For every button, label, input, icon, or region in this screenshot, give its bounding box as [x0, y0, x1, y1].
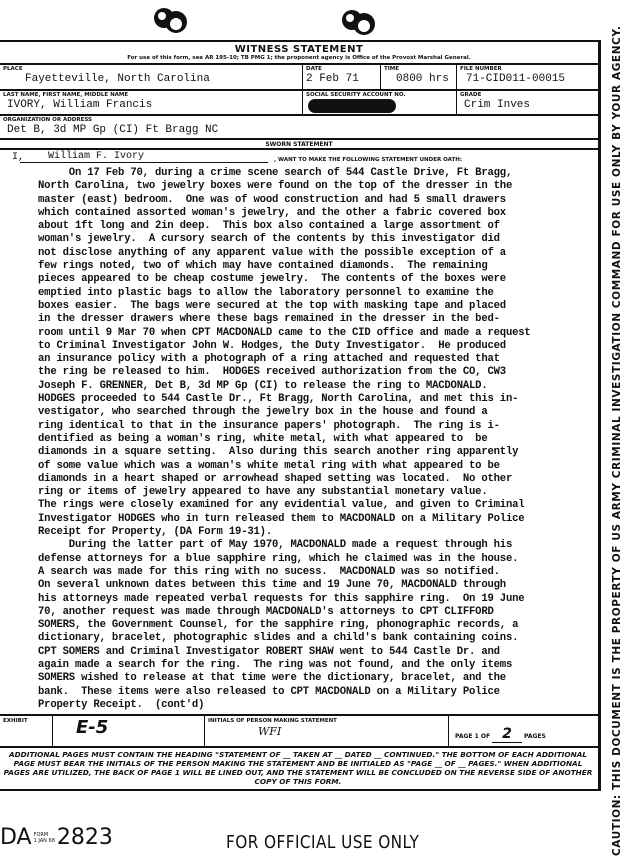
exhibit-label-cell: EXHIBIT — [3, 718, 28, 725]
statement-line: in the dresser drawers where these bags remained in the dresser in the bed- — [38, 313, 500, 326]
statement-line: few rings noted, two of which may have contained diamonds. The remaining — [38, 260, 488, 273]
organization-field: ORGANIZATION OR ADDRESS Det B, 3d MP Gp (CI) Ft Bragg NC — [3, 117, 219, 136]
statement-line: his attorneys made repeated verbal requests for this sapphire ring. On 19 June — [38, 592, 525, 605]
form-subtitle: For use of this form, see AR 195-10; TB PMG 1; the proponent agency is Office of the Provost Marshal General. — [127, 55, 471, 61]
page-total: 2 — [492, 726, 522, 743]
statement-line: SOMERS, the Government Counsel, for the sapphire ring, phonographic records, a — [38, 619, 519, 632]
statement-line: master (east) bedroom. One was of wood construction and had 5 small drawers — [38, 193, 506, 206]
oath-line: I, William F. Ivory , WANT TO MAKE THE FOLLOWING STATEMENT UNDER OATH: — [0, 148, 598, 163]
statement-line: The rings were closely examined for any evidential value, and given to Criminal — [38, 499, 525, 512]
statement-line: SOMERS wished to release at that time were the dictionary, bracelet, and the — [38, 672, 506, 685]
cid-stamp-left — [150, 2, 190, 40]
statement-line: HODGES proceeded to 544 Castle Dr., Ft Bragg, North Carolina, and met this in- — [38, 393, 519, 406]
statement-line: not disclose anything of any apparent value with the possible exception of a — [38, 246, 506, 259]
stamp-icon — [338, 4, 378, 42]
name-field: LAST NAME, FIRST NAME, MIDDLE NAME IVORY, William Francis — [3, 92, 153, 111]
form-number: DA FORM 1 JAN 68 2823 — [0, 825, 113, 850]
statement-line: ring or items of jewelry appeared to have any substantial monetary value. — [38, 486, 488, 499]
file-number-field: FILE NUMBER 71-CID011-00015 — [456, 65, 598, 89]
statement-line: the ring be released to him. HODGES received authorization from the CO, CW3 — [38, 366, 506, 379]
statement-line: On 17 Feb 70, during a crime scene search of 544 Castle Drive, Ft Bragg, — [38, 167, 513, 179]
statement-line: CPT SOMERS and Criminal Investigator ROBERT SHAW went to 544 Castle Dr. and — [38, 645, 500, 658]
statement-line: of some value which was a woman's white metal ring with what appeared to be — [38, 459, 500, 472]
grade-field: GRADE Crim Inves — [456, 91, 598, 114]
stamp-icon — [150, 2, 190, 40]
statement-line: boxes easier. The bags were secured at the top with masking tape and placed — [38, 299, 506, 312]
exhibit-value: E-5 — [76, 717, 109, 739]
statement-line: bank. These items were also released to CPT MACDONALD on a Military Police — [38, 685, 500, 698]
statement-line: diamonds in a square setting. Also during this search another ring apparently — [38, 446, 519, 459]
date-field: DATE 2 Feb 71 — [302, 65, 380, 89]
footer-row — [0, 714, 598, 746]
statement-line: 70, another request was made through MACDONALD's attorneys to CPT CLIFFORD — [38, 605, 494, 618]
statement-line: diamonds in a heart shaped or arrowhead shaped setting was located. No other — [38, 472, 513, 485]
oath-name: William F. Ivory — [20, 151, 268, 163]
witness-statement-form — [0, 40, 601, 791]
statement-line: defense attorneys for a blue sapphire ring, which he claimed was in the house. — [38, 552, 519, 565]
additional-pages-instructions: ADDITIONAL PAGES MUST CONTAIN THE HEADING "STATEMENT OF __ TAKEN AT __ DATED __ CONTINUED." THE BOTTOM OF EACH ADDITIONAL PAGE MUST BEAR THE INITIALS OF THE PERSON MAKING THE STATEMENT AND BE INITIALED AS "PAGE __ OF __ PAGES." WHEN ADDITIONAL PAGES ARE UTILIZED, THE BACK OF PAGE 1 WILL BE LINED OUT, AND THE STATEMENT WILL BE CONCLUDED ON THE REVERSE SIDE OF ANOTHER COPY OF THIS FORM. — [0, 746, 598, 791]
statement-line: an insurance policy with a photograph of a ring attached and requested that — [38, 353, 500, 366]
statement-line: During the latter part of May 1970, MACDONALD made a request through his — [38, 539, 513, 552]
statement-body — [0, 163, 598, 714]
statement-line: Investigator HODGES who in turn released them to MACDONALD on a Military Police — [38, 512, 525, 525]
exhibit-value-cell — [52, 716, 204, 746]
place-field: PLACE Fayetteville, North Carolina — [3, 66, 210, 85]
time-field: TIME 0800 hrs — [380, 65, 456, 89]
statement-line: woman's jewelry. A cursory search of the contents by this investigator did — [38, 233, 500, 246]
statement-line: dictionary, bracelet, photographic slides and a child's bank containing coins. — [38, 632, 519, 645]
statement-line: dentified as being a woman's ring, white metal, with what appeared to be — [38, 432, 488, 445]
statement-line: Joseph F. GRENNER, Det B, 3d MP Gp (CI) to release the ring to MACDONALD. — [38, 379, 488, 392]
initials-cell: INITIALS OF PERSON MAKING STATEMENT WFI — [204, 716, 448, 746]
statement-line: A search was made for this ring with no sucess. MACDONALD was so notified. — [38, 565, 500, 578]
statement-line: pieces appeared to be cheap costume jewelry. The contents of the boxes were — [38, 273, 506, 286]
statement-line: On several unknown dates between this time and 19 June 70, MACDONALD through — [38, 579, 506, 592]
statement-line: again made a search for the ring. The ring was not found, and the only items — [38, 658, 513, 671]
page-count-cell: PAGE 1 OF 2 PAGES — [448, 716, 598, 746]
statement-line: Property Receipt. (cont'd) — [38, 698, 205, 711]
ssn-field: SOCIAL SECURITY ACCOUNT NO. — [302, 91, 456, 114]
statement-line: to Criminal Investigator John W. Hodges, the Duty Investigator. He produced — [38, 339, 506, 352]
statement-line: ring identical to that in the insurance papers' photograph. The ring is i- — [38, 419, 500, 432]
form-title: WITNESS STATEMENT — [234, 44, 364, 55]
sworn-statement-heading: SWORN STATEMENT — [0, 138, 598, 148]
statement-line: about 1ft long and 2in deep. This box also contained a large assortment of — [38, 220, 500, 233]
statement-line: North Carolina, two jewelry boxes were found on the top of the dresser in the — [38, 180, 513, 193]
statement-line: emptied into plastic bags to allow the laboratory personnel to examine the — [38, 286, 494, 299]
statement-line: Receipt for Property, (DA Form 19-31). — [38, 526, 272, 539]
statement-line: vestigator, who searched through the jewelry box in the house and found a — [38, 406, 488, 419]
initials-signature: WFI — [258, 725, 282, 739]
statement-line: room until 9 Mar 70 when CPT MACDONALD came to the CID office and made a request — [38, 326, 531, 339]
cid-stamp-right — [338, 4, 378, 42]
classification-marking: FOR OFFICIAL USE ONLY — [226, 832, 420, 853]
side-caution-text: CAUTION: THIS DOCUMENT IS THE PROPERTY OF US ARMY CRIMINAL INVESTIGATION COMMAND FOR USE ONLY BY YOUR AGENCY. — [611, 25, 623, 856]
statement-line: which contained assorted woman's jewelry, and the other a fabric covered box — [38, 206, 506, 219]
ssn-redaction — [308, 99, 396, 113]
